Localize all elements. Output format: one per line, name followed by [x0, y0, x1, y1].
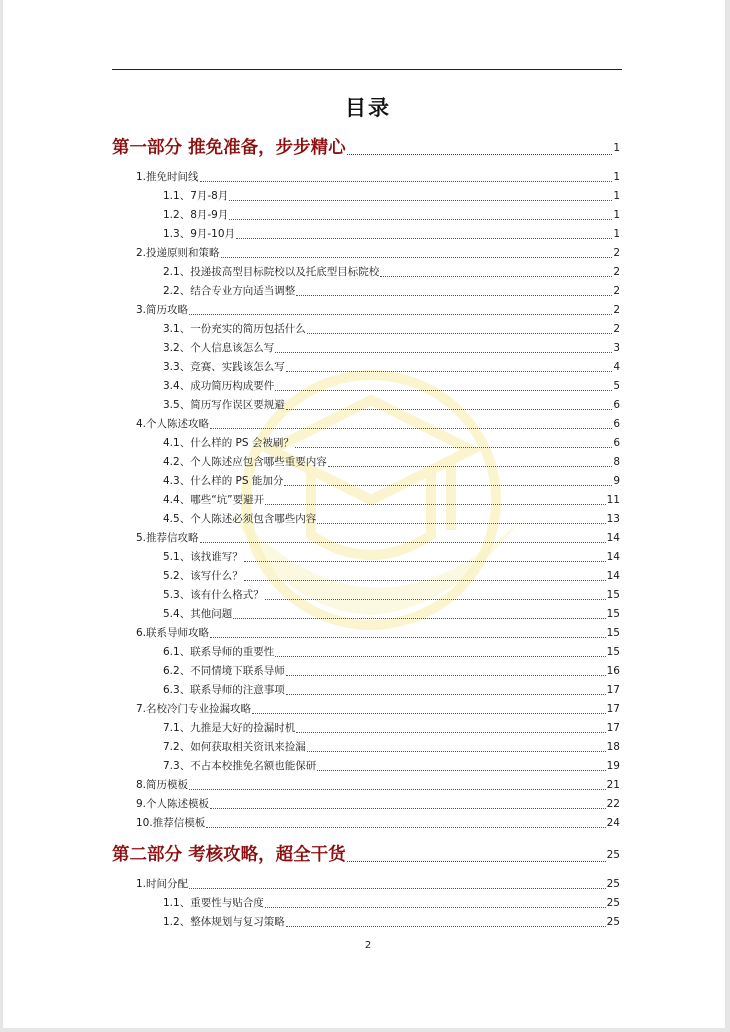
- toc-entry-page-number: 25: [606, 897, 620, 909]
- toc-entry-label: 1.1、7月-8月: [163, 190, 229, 202]
- toc-entry-page-number: 15: [606, 646, 620, 658]
- toc-entry-page-number: 13: [606, 513, 620, 525]
- toc-entry-page-number: 2: [613, 247, 620, 259]
- toc-entry-label: 3.4、成功简历构成要件: [163, 380, 275, 392]
- toc-entry-label: 7.2、如何获取相关资讯来捡漏: [163, 741, 306, 753]
- toc-entry-page-number: 2: [613, 285, 620, 297]
- toc-dot-leader: [275, 656, 605, 657]
- page-title: 目录: [345, 96, 391, 120]
- toc-entry-label: 3.1、一份充实的简历包括什么: [163, 323, 306, 335]
- toc-entry-page-number: 11: [606, 494, 620, 506]
- toc-dot-leader: [347, 861, 606, 862]
- toc-entry-page-number: 6: [613, 399, 620, 411]
- toc-entry-label: 5.1、该找谁写？: [163, 551, 243, 563]
- toc-dot-leader: [347, 154, 613, 155]
- toc-dot-leader: [244, 561, 606, 562]
- toc-dot-leader: [236, 238, 612, 239]
- toc-subsection-item[interactable]: [163, 341, 620, 356]
- toc-dot-leader: [380, 276, 612, 277]
- toc-dot-leader: [265, 907, 606, 908]
- toc-dot-leader: [189, 789, 606, 790]
- toc-entry-label: 9.个人陈述模板: [136, 798, 210, 810]
- toc-subsection-item[interactable]: [163, 915, 620, 930]
- toc-subsection-item[interactable]: [163, 436, 620, 451]
- toc-entry-label: 5.4、其他问题: [163, 608, 233, 620]
- toc-entry-label: 8.简历模板: [136, 779, 189, 791]
- toc-entry-page-number: 4: [613, 361, 620, 373]
- toc-dot-leader: [229, 200, 612, 201]
- toc-subsection-item[interactable]: [163, 265, 620, 280]
- toc-subsection-item[interactable]: [163, 227, 620, 242]
- toc-entry-page-number: 5: [613, 380, 620, 392]
- toc-dot-leader: [295, 447, 612, 448]
- toc-entry-label: 1.1、重要性与贴合度: [163, 897, 264, 909]
- toc-dot-leader: [189, 888, 606, 889]
- toc-entry-label: 3.2、个人信息该怎么写: [163, 342, 275, 354]
- toc-entry-label: 第二部分 考核攻略，超全干货: [112, 845, 346, 865]
- toc-dot-leader: [286, 926, 606, 927]
- toc-entry-label: 6.联系导师攻略: [136, 627, 210, 639]
- toc-entry-label: 2.2、结合专业方向适当调整: [163, 285, 296, 297]
- toc-dot-leader: [200, 542, 606, 543]
- toc-dot-leader: [210, 808, 606, 809]
- toc-entry-page-number: 1: [613, 171, 620, 183]
- toc-subsection-item[interactable]: [163, 284, 620, 299]
- toc-entry-label: 3.3、竞赛、实践该怎么写: [163, 361, 285, 373]
- toc-subsection-item[interactable]: [163, 721, 620, 736]
- toc-entry-page-number: 22: [606, 798, 620, 810]
- toc-subsection-item[interactable]: [163, 683, 620, 698]
- toc-dot-leader: [252, 713, 606, 714]
- toc-subsection-item[interactable]: [163, 740, 620, 755]
- toc-entry-page-number: 16: [606, 665, 620, 677]
- toc-entry-page-number: 17: [606, 684, 620, 696]
- toc-dot-leader: [265, 599, 606, 600]
- toc-subsection-item[interactable]: [163, 493, 620, 508]
- toc-subsection-item[interactable]: [163, 645, 620, 660]
- toc-dot-leader: [210, 428, 612, 429]
- toc-dot-leader: [275, 352, 612, 353]
- toc-section-item[interactable]: [136, 303, 620, 318]
- toc-entry-label: 1.3、9月-10月: [163, 228, 236, 240]
- toc-entry-label: 1.推免时间线: [136, 171, 199, 183]
- toc-entry-label: 1.2、8月-9月: [163, 209, 229, 221]
- toc-dot-leader: [286, 675, 606, 676]
- toc-entry-page-number: 25: [606, 849, 620, 861]
- toc-dot-leader: [233, 618, 605, 619]
- toc-subsection-item[interactable]: [163, 379, 620, 394]
- toc-section-item[interactable]: [136, 170, 620, 185]
- toc-subsection-item[interactable]: [163, 398, 620, 413]
- toc-subsection-item[interactable]: [163, 550, 620, 565]
- toc-entry-label: 4.4、哪些“坑”要避开: [163, 494, 265, 506]
- toc-dot-leader: [328, 466, 613, 467]
- toc-dot-leader: [286, 694, 606, 695]
- toc-entry-page-number: 2: [613, 304, 620, 316]
- toc-entry-page-number: 14: [606, 551, 620, 563]
- toc-entry-label: 10.推荐信模板: [136, 817, 206, 829]
- toc-entry-page-number: 1: [613, 190, 620, 202]
- toc-entry-page-number: 1: [613, 142, 620, 154]
- toc-subsection-item[interactable]: [163, 607, 620, 622]
- toc-section-item[interactable]: [136, 702, 620, 717]
- toc-subsection-item[interactable]: [163, 664, 620, 679]
- toc-dot-leader: [206, 827, 605, 828]
- toc-subsection-item[interactable]: [163, 455, 620, 470]
- toc-dot-leader: [275, 390, 612, 391]
- toc-entry-page-number: 14: [606, 532, 620, 544]
- toc-section-item[interactable]: [136, 816, 620, 831]
- toc-dot-leader: [286, 409, 613, 410]
- toc-entry-page-number: 18: [606, 741, 620, 753]
- toc-entry-page-number: 6: [613, 418, 620, 430]
- page-number: 2: [364, 940, 372, 951]
- toc-subsection-item[interactable]: [163, 759, 620, 774]
- toc-dot-leader: [229, 219, 612, 220]
- toc-entry-label: 7.1、九推是大好的捡漏时机: [163, 722, 296, 734]
- toc-entry-label: 7.名校冷门专业捡漏攻略: [136, 703, 252, 715]
- toc-entry-page-number: 6: [613, 437, 620, 449]
- toc-entry-label: 4.2、个人陈述应包含哪些重要内容: [163, 456, 327, 468]
- toc-section-item[interactable]: [136, 531, 620, 546]
- toc-entry-label: 7.3、不占本校推免名额也能保研: [163, 760, 317, 772]
- toc-section-item[interactable]: [136, 246, 620, 261]
- toc-entry-page-number: 3: [613, 342, 620, 354]
- toc-entry-label: 4.1、什么样的 PS 会被刷？: [163, 437, 294, 449]
- toc-dot-leader: [317, 770, 605, 771]
- toc-section-item[interactable]: [136, 877, 620, 892]
- toc-subsection-item[interactable]: [163, 896, 620, 911]
- toc-entry-label: 第一部分 推免准备，步步精心: [112, 138, 346, 158]
- toc-dot-leader: [307, 333, 613, 334]
- toc-entry-page-number: 14: [606, 570, 620, 582]
- toc-entry-page-number: 8: [613, 456, 620, 468]
- toc-dot-leader: [317, 523, 605, 524]
- toc-subsection-item[interactable]: [163, 588, 620, 603]
- toc-entry-label: 3.5、简历写作误区要规避: [163, 399, 285, 411]
- toc-entry-label: 3.简历攻略: [136, 304, 189, 316]
- toc-entry-page-number: 15: [606, 627, 620, 639]
- toc-subsection-item[interactable]: [163, 208, 620, 223]
- toc-dot-leader: [296, 295, 612, 296]
- toc-entry-label: 2.1、投递拔高型目标院校以及托底型目标院校: [163, 266, 380, 278]
- toc-entry-page-number: 21: [606, 779, 620, 791]
- toc-dot-leader: [221, 257, 613, 258]
- toc-entry-page-number: 15: [606, 608, 620, 620]
- toc-entry-label: 6.2、不同情境下联系导师: [163, 665, 285, 677]
- toc-entry-label: 6.1、联系导师的重要性: [163, 646, 275, 658]
- toc-part-heading[interactable]: [112, 843, 620, 867]
- toc-entry-page-number: 24: [606, 817, 620, 829]
- toc-entry-label: 1.2、整体规划与复习策略: [163, 916, 285, 928]
- toc-subsection-item[interactable]: [163, 474, 620, 489]
- toc-entry-label: 1.时间分配: [136, 878, 189, 890]
- toc-subsection-item[interactable]: [163, 569, 620, 584]
- toc-entry-label: 5.2、该写什么？: [163, 570, 243, 582]
- toc-part-heading[interactable]: [112, 136, 620, 160]
- header-rule: [112, 69, 622, 70]
- toc-dot-leader: [284, 485, 612, 486]
- toc-entry-page-number: 2: [613, 266, 620, 278]
- toc-dot-leader: [286, 371, 613, 372]
- toc-entry-label: 6.3、联系导师的注意事项: [163, 684, 285, 696]
- toc-subsection-item[interactable]: [163, 512, 620, 527]
- toc-section-item[interactable]: [136, 778, 620, 793]
- toc-entry-label: 2.投递原则和策略: [136, 247, 220, 259]
- toc-entry-label: 4.3、什么样的 PS 能加分: [163, 475, 284, 487]
- toc-entry-page-number: 19: [606, 760, 620, 772]
- toc-dot-leader: [200, 181, 613, 182]
- toc-dot-leader: [307, 751, 606, 752]
- document-page: [3, 0, 725, 1028]
- toc-dot-leader: [189, 314, 612, 315]
- toc-entry-label: 5.3、该有什么格式？: [163, 589, 264, 601]
- toc-entry-page-number: 9: [613, 475, 620, 487]
- toc-dot-leader: [210, 637, 606, 638]
- toc-entry-label: 5.推荐信攻略: [136, 532, 199, 544]
- toc-entry-page-number: 25: [606, 916, 620, 928]
- toc-entry-label: 4.5、个人陈述必须包含哪些内容: [163, 513, 317, 525]
- toc-entry-page-number: 1: [613, 228, 620, 240]
- toc-entry-label: 4.个人陈述攻略: [136, 418, 210, 430]
- toc-dot-leader: [265, 504, 606, 505]
- toc-subsection-item[interactable]: [163, 322, 620, 337]
- toc-entry-page-number: 15: [606, 589, 620, 601]
- toc-entry-page-number: 1: [613, 209, 620, 221]
- toc-dot-leader: [244, 580, 606, 581]
- toc-dot-leader: [296, 732, 605, 733]
- toc-section-item[interactable]: [136, 417, 620, 432]
- toc-entry-page-number: 2: [613, 323, 620, 335]
- toc-entry-page-number: 17: [606, 703, 620, 715]
- toc-section-item[interactable]: [136, 626, 620, 641]
- toc-subsection-item[interactable]: [163, 360, 620, 375]
- toc-entry-page-number: 17: [606, 722, 620, 734]
- toc-section-item[interactable]: [136, 797, 620, 812]
- toc-subsection-item[interactable]: [163, 189, 620, 204]
- toc-entry-page-number: 25: [606, 878, 620, 890]
